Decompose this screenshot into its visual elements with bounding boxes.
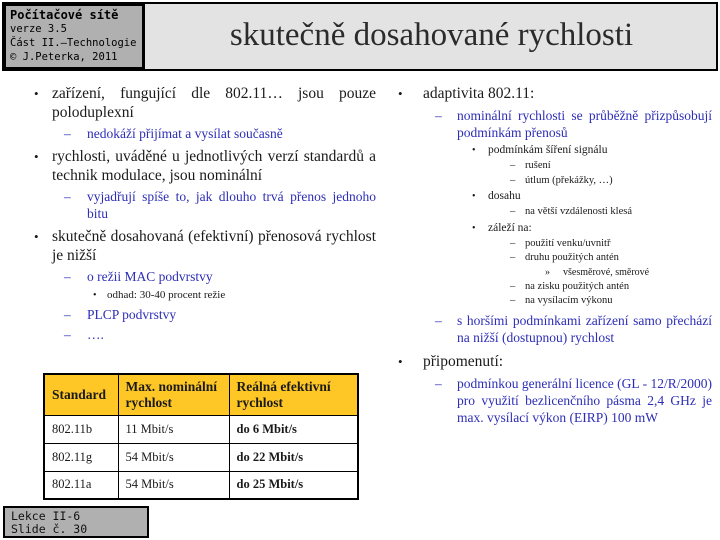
bullet-item: [28, 227, 376, 265]
bullet-text: na vysílacím výkonu: [525, 295, 613, 306]
bullet-text: rušení: [525, 160, 551, 171]
bullet-item: [390, 312, 712, 346]
bullet-marker: •: [472, 145, 476, 156]
table-cell: do 22 Mbit/s: [229, 443, 358, 471]
bullet-text: nedokáží přijímat a vysílat současně: [87, 126, 283, 141]
bullet-item: [28, 288, 376, 303]
table-cell: 802.11g: [44, 443, 118, 471]
bullet-marker: –: [435, 108, 442, 123]
bullet-item: [28, 125, 376, 142]
bullet-item: [390, 280, 712, 294]
course-info-box: [3, 3, 145, 70]
speed-table-body: [44, 415, 358, 499]
bullet-text: zařízení, fungující dle 802.11… jsou pouze poloduplexní: [52, 85, 376, 121]
bullet-marker: •: [472, 222, 476, 234]
bullet-text: adaptivita 802.11:: [423, 85, 535, 102]
bullet-marker: •: [93, 290, 97, 301]
bullet-marker: –: [435, 375, 442, 391]
bullet-text: odhad: 30-40 procent režie: [107, 289, 226, 301]
bullet-text: podmínkám šíření signálu: [488, 144, 608, 156]
left-column: [28, 84, 376, 343]
bullet-marker: •: [398, 86, 403, 101]
bullet-text: všesměrové, směrové: [563, 266, 650, 278]
bullet-marker: –: [510, 280, 516, 292]
speed-table-head: [44, 374, 358, 415]
bullet-item: [390, 237, 712, 251]
bullet-text: podmínkou generální licence (GL - 12/R/2000) pro využití bezlicenčního pásma 2,4 GHz je max. vysílací výkon (EIRP) 100 mW: [457, 375, 712, 425]
bullet-text: druhu použitých antén: [525, 252, 619, 263]
table-header-cell: Max. nominální rychlost: [118, 374, 229, 415]
lecture-label: Lekce II-6: [11, 509, 81, 523]
speed-table: [43, 373, 359, 500]
bullet-item: [28, 188, 376, 222]
bullet-item: [390, 189, 712, 204]
bullet-marker: •: [472, 191, 476, 202]
bullet-text: rychlosti, uváděné u jednotlivých verzí standardů a technik modulace, jsou nominální: [52, 148, 376, 184]
bullet-item: [28, 268, 376, 285]
bullet-item: [390, 174, 712, 188]
bullet-item: [28, 306, 376, 323]
footer-box: [3, 506, 149, 538]
bullet-marker: –: [510, 174, 516, 186]
bullet-marker: –: [64, 189, 71, 204]
table-cell: 54 Mbit/s: [118, 471, 229, 499]
bullet-marker: –: [510, 295, 516, 306]
bullet-item: [390, 251, 712, 265]
course-copyright: © J.Peterka, 2011: [10, 51, 118, 63]
bullet-item: [390, 352, 712, 371]
bullet-item: [390, 159, 712, 173]
bullet-marker: –: [64, 269, 71, 284]
bullet-text: nominální rychlosti se průběžně přizpůsobují podmínkám přenosů: [457, 108, 712, 140]
bullet-text: o režii MAC podvrstvy: [87, 269, 213, 284]
course-title: Počítačové sítě: [10, 8, 119, 22]
bullet-item: [390, 375, 712, 426]
table-header-cell: Reálná efektivní rychlost: [229, 374, 358, 415]
bullet-marker: –: [64, 126, 71, 141]
bullet-item: [390, 84, 712, 103]
table-cell: 802.11b: [44, 415, 118, 443]
bullet-item: [390, 143, 712, 158]
table-cell: do 6 Mbit/s: [229, 415, 358, 443]
bullet-item: [28, 326, 376, 343]
bullet-item: [390, 266, 712, 279]
bullet-marker: –: [510, 237, 516, 249]
right-column: [390, 84, 712, 426]
bullet-text: dosahu: [488, 190, 521, 202]
bullet-text: ….: [87, 327, 104, 342]
bullet-text: útlum (překážky, …): [525, 174, 613, 186]
bullet-text: PLCP podvrstvy: [87, 307, 177, 322]
bullet-item: [390, 107, 712, 141]
bullet-item: [390, 221, 712, 236]
bullet-marker: –: [64, 307, 71, 322]
slide-title: skutečně dosahované rychlosti: [229, 17, 634, 53]
bullet-text: záleží na:: [488, 221, 532, 234]
bullet-item: [28, 147, 376, 185]
bullet-text: s horšími podmínkami zařízení samo přechází na nižší (dostupnou) rychlost: [457, 312, 712, 345]
bullet-text: připomenutí:: [423, 352, 504, 370]
course-version: verze 3.5: [10, 23, 67, 35]
bullet-text: na větší vzdálenosti klesá: [525, 206, 633, 217]
course-part: Část II.–Technologie: [10, 37, 137, 49]
bullet-marker: •: [34, 149, 39, 164]
bullet-marker: –: [435, 312, 442, 328]
bullet-marker: •: [34, 86, 39, 101]
table-row: [44, 443, 358, 471]
bullet-marker: »: [545, 266, 550, 278]
bullet-marker: –: [510, 252, 516, 263]
bullet-marker: •: [398, 353, 403, 369]
bullet-marker: –: [64, 327, 71, 342]
bullet-marker: –: [510, 206, 516, 217]
bullet-item: [390, 294, 712, 308]
table-cell: do 25 Mbit/s: [229, 471, 358, 499]
table-cell: 54 Mbit/s: [118, 443, 229, 471]
bullet-text: vyjadřují spíše to, jak dlouho trvá přenos jednoho bitu: [87, 189, 376, 221]
table-cell: 802.11a: [44, 471, 118, 499]
bullet-text: použití venku/uvnitř: [525, 237, 611, 249]
table-row: [44, 415, 358, 443]
bullet-marker: •: [34, 229, 39, 244]
slide-number-label: Slide č. 30: [11, 522, 88, 536]
bullet-text: na zisku použitých antén: [525, 280, 630, 292]
table-row: [44, 471, 358, 499]
bullet-item: [28, 84, 376, 122]
bullet-marker: –: [510, 160, 516, 171]
table-cell: 11 Mbit/s: [118, 415, 229, 443]
bullet-item: [390, 205, 712, 219]
table-header-cell: Standard: [44, 374, 118, 415]
bullet-text: skutečně dosahovaná (efektivní) přenosová rychlost je nižší: [52, 228, 376, 264]
